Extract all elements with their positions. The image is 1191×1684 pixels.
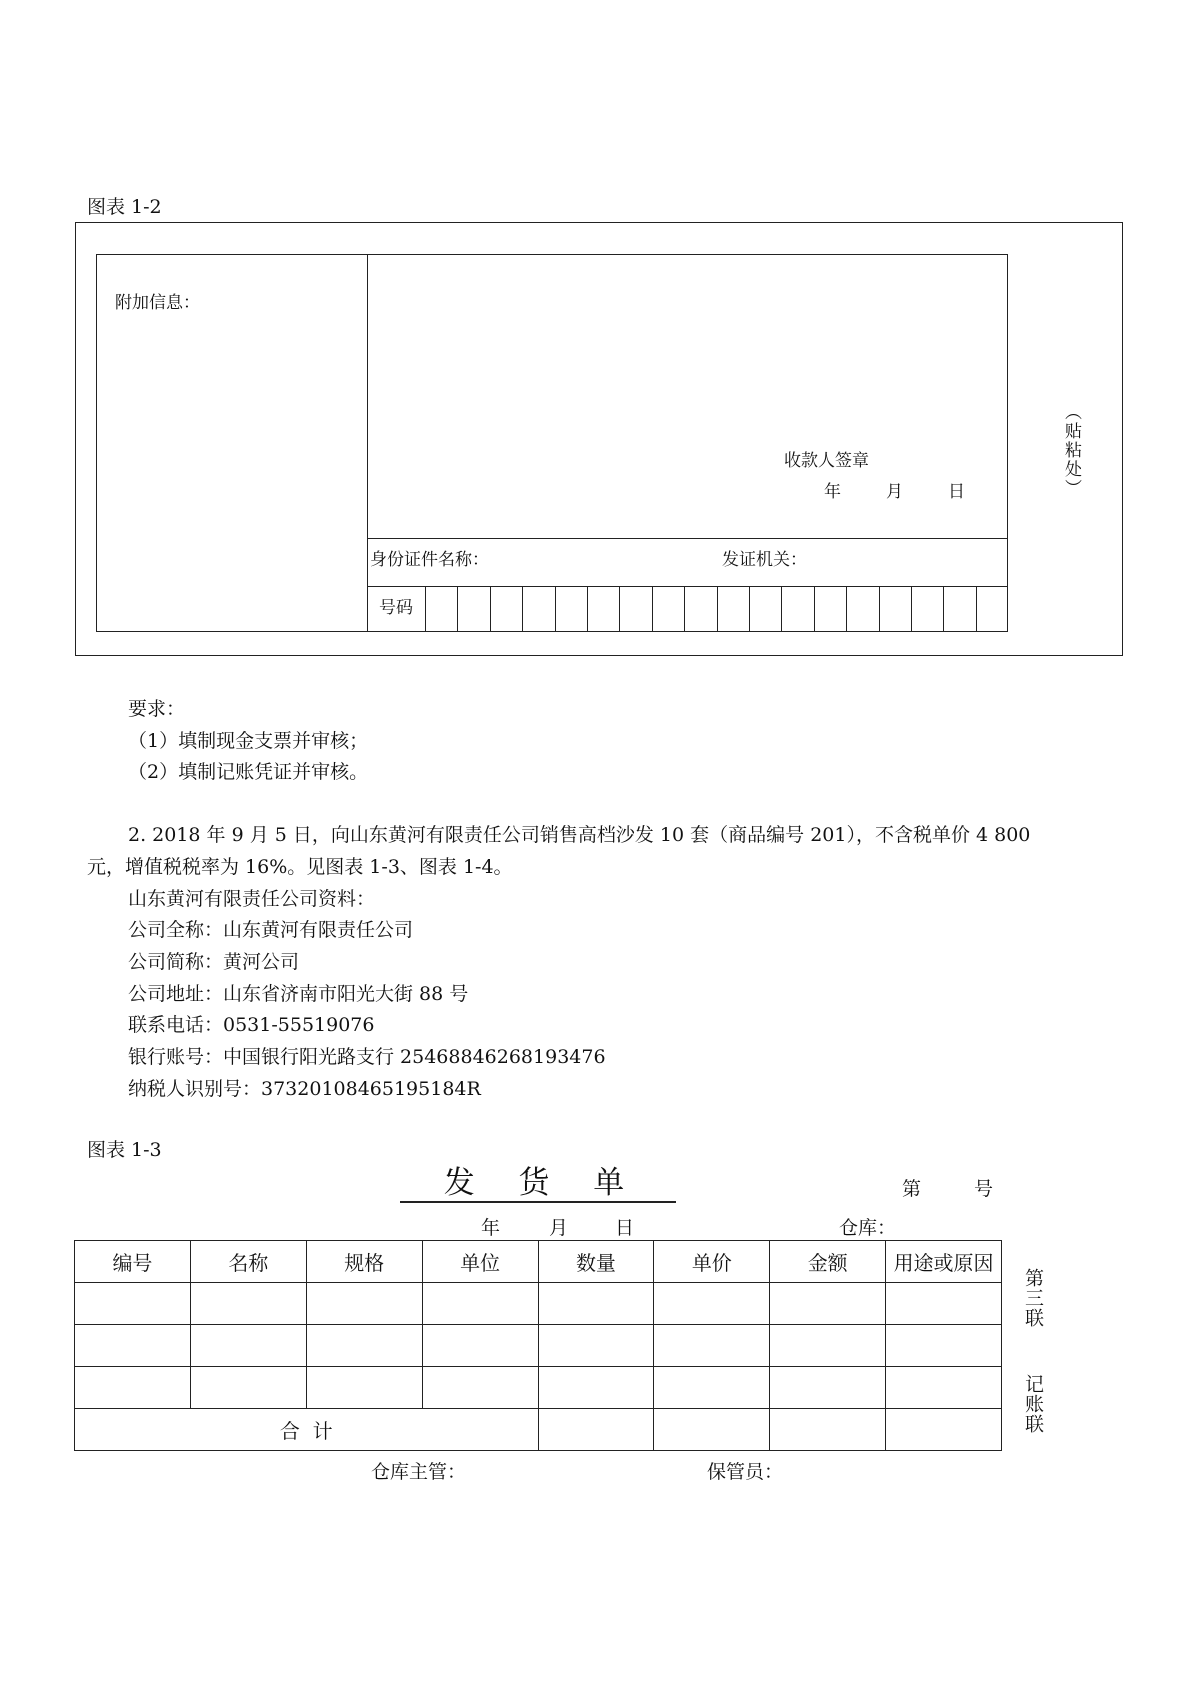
- requirement-item-1: （1）填制现金支票并审核；: [128, 730, 369, 752]
- digit-cell-divider: [976, 587, 977, 631]
- digit-cell-divider: [943, 587, 944, 631]
- requirements-heading: 要求：: [128, 698, 186, 720]
- total-amount-cell: [770, 1409, 886, 1451]
- table-cell: [75, 1367, 191, 1409]
- table-cell: [538, 1367, 654, 1409]
- id-row-top-divider: [368, 538, 1007, 539]
- digit-cell-divider: [911, 587, 912, 631]
- table-header-row: [75, 1241, 1002, 1283]
- fig13-caption: 图表 1-3: [87, 1139, 162, 1161]
- title-underline: [400, 1201, 676, 1203]
- table-cell: [422, 1325, 538, 1367]
- table-cell: [306, 1367, 422, 1409]
- note-date-day: 日: [615, 1217, 635, 1239]
- case2-line2: 元，增值税税率为 16%。见图表 1-3、图表 1-4。: [87, 856, 513, 878]
- table-cell: [770, 1367, 886, 1409]
- custodian-label: 保管员：: [707, 1461, 784, 1483]
- additional-info-box: [96, 254, 368, 632]
- note-date-month: 月: [549, 1217, 569, 1239]
- col-header: 数量: [538, 1241, 654, 1283]
- digit-cell-divider: [749, 587, 750, 631]
- warehouse-label: 仓库：: [839, 1217, 897, 1239]
- payee-seal-label: 收款人签章: [784, 451, 869, 471]
- serial-label-di: 第: [902, 1178, 922, 1200]
- issuing-authority-label: 发证机关：: [722, 550, 807, 570]
- digit-cell-divider: [879, 587, 880, 631]
- warehouse-manager-label: 仓库主管：: [371, 1461, 467, 1483]
- table-cell: [654, 1283, 770, 1325]
- col-header: 单价: [654, 1241, 770, 1283]
- serial-label-hao: 号: [974, 1178, 994, 1200]
- digit-cell-divider: [717, 587, 718, 631]
- total-purpose-cell: [886, 1409, 1002, 1451]
- requirement-item-2: （2）填制记账凭证并审核。: [128, 761, 369, 783]
- company-phone: 联系电话：0531-55519076: [128, 1014, 375, 1036]
- note-date-year: 年: [481, 1217, 501, 1239]
- paste-here-label: （贴粘处）: [1061, 403, 1081, 498]
- delivery-note-table: [74, 1240, 1002, 1451]
- table-cell: [770, 1325, 886, 1367]
- table-cell: [770, 1283, 886, 1325]
- total-row: [75, 1409, 1002, 1451]
- table-cell: [886, 1325, 1002, 1367]
- number-label: 号码: [379, 598, 413, 618]
- total-price-cell: [654, 1409, 770, 1451]
- digit-cell-divider: [652, 587, 653, 631]
- table-cell: [538, 1325, 654, 1367]
- company-short-name: 公司简称：黄河公司: [128, 951, 300, 973]
- table-cell: [75, 1283, 191, 1325]
- total-label: 合 计: [75, 1409, 539, 1451]
- table-cell: [654, 1367, 770, 1409]
- fig12-caption: 图表 1-2: [87, 196, 162, 218]
- table-row: [75, 1283, 1002, 1325]
- sign-date-month: 月: [886, 482, 903, 502]
- digit-cell-divider: [425, 587, 426, 631]
- col-header: 名称: [190, 1241, 306, 1283]
- table-cell: [306, 1325, 422, 1367]
- table-cell: [886, 1283, 1002, 1325]
- table-cell: [190, 1283, 306, 1325]
- delivery-note-title: 发 货 单: [443, 1165, 633, 1201]
- additional-info-label: 附加信息：: [115, 293, 200, 313]
- digit-cell-divider: [457, 587, 458, 631]
- company-info-heading: 山东黄河有限责任公司资料：: [128, 888, 376, 910]
- digit-cell-divider: [684, 587, 685, 631]
- digit-cell-divider: [587, 587, 588, 631]
- table-cell: [886, 1367, 1002, 1409]
- col-header: 用途或原因: [886, 1241, 1002, 1283]
- company-full-name: 公司全称：山东黄河有限责任公司: [128, 919, 414, 941]
- copy-designation-label: 第三联 记账联: [1022, 1268, 1044, 1434]
- table-cell: [75, 1325, 191, 1367]
- table-cell: [306, 1283, 422, 1325]
- table-cell: [654, 1325, 770, 1367]
- table-cell: [422, 1367, 538, 1409]
- total-quantity-cell: [538, 1409, 654, 1451]
- col-header: 单位: [422, 1241, 538, 1283]
- table-cell: [190, 1325, 306, 1367]
- table-cell: [422, 1283, 538, 1325]
- col-header: 编号: [75, 1241, 191, 1283]
- digit-cell-divider: [490, 587, 491, 631]
- digit-cell-divider: [846, 587, 847, 631]
- table-row: [75, 1325, 1002, 1367]
- col-header: 规格: [306, 1241, 422, 1283]
- id-doc-name-label: 身份证件名称：: [370, 550, 489, 570]
- company-bank-account: 银行账号：中国银行阳光路支行 25468846268193476: [128, 1046, 606, 1068]
- sign-date-year: 年: [824, 482, 841, 502]
- table-cell: [190, 1367, 306, 1409]
- col-header: 金额: [770, 1241, 886, 1283]
- digit-cell-divider: [522, 587, 523, 631]
- digit-cell-divider: [555, 587, 556, 631]
- digit-cell-divider: [781, 587, 782, 631]
- company-address: 公司地址：山东省济南市阳光大街 88 号: [128, 983, 469, 1005]
- payee-signature-box: [367, 254, 1008, 632]
- company-taxpayer-id: 纳税人识别号：37320108465195184R: [128, 1078, 481, 1100]
- digit-cell-divider: [619, 587, 620, 631]
- sign-date-day: 日: [948, 482, 965, 502]
- table-row: [75, 1367, 1002, 1409]
- case2-line1: 2. 2018 年 9 月 5 日，向山东黄河有限责任公司销售高档沙发 10 套（商品编号 201），不含税单价 4 800: [128, 824, 1031, 846]
- digit-cell-divider: [814, 587, 815, 631]
- table-cell: [538, 1283, 654, 1325]
